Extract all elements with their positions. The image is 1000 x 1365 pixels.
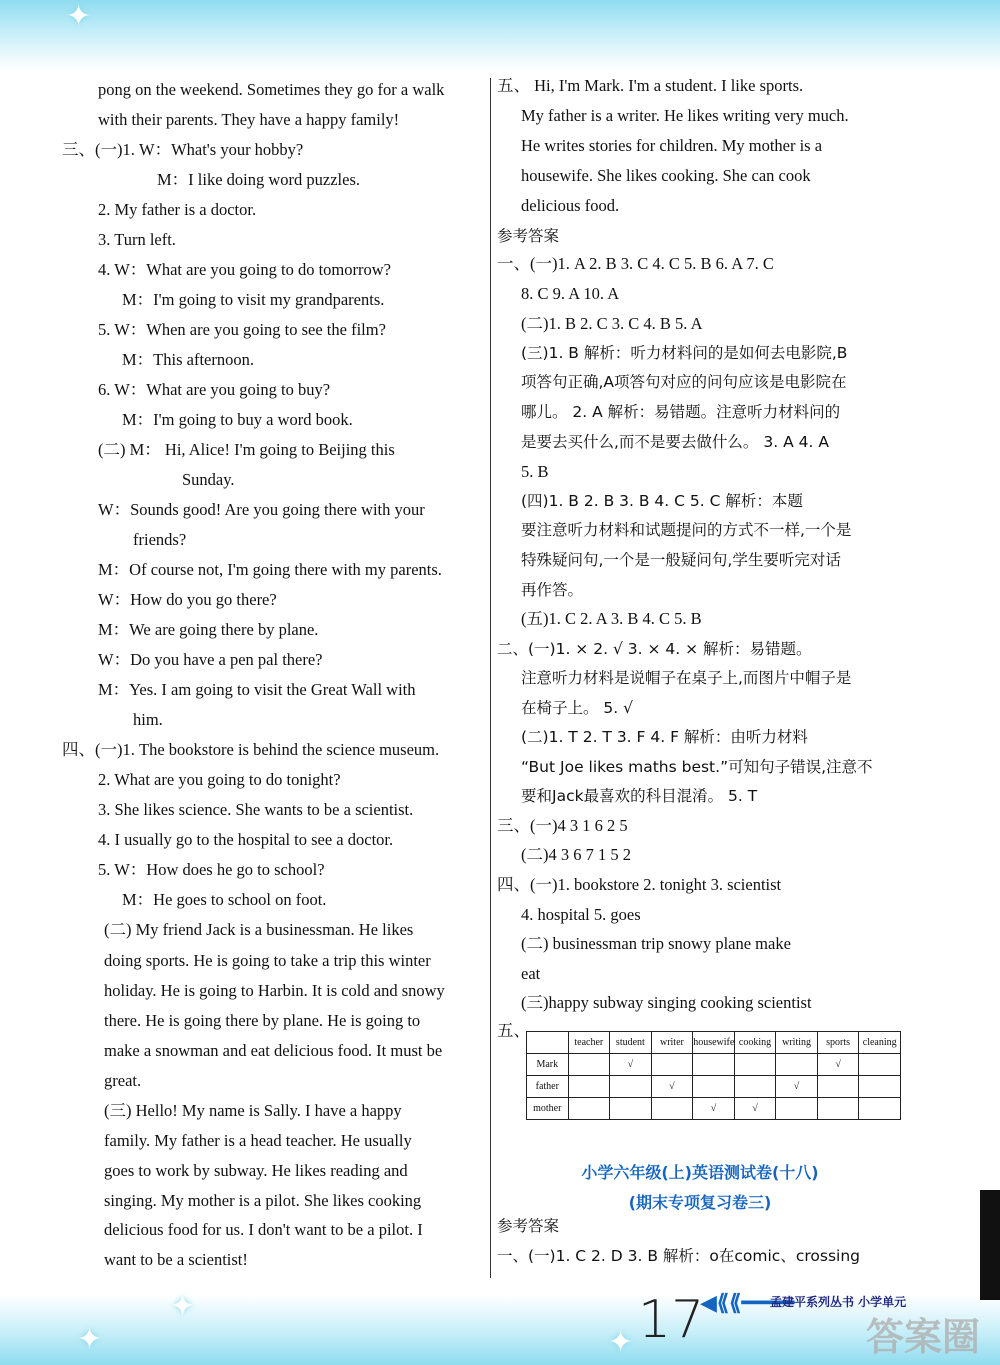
table-cell: √ (734, 1098, 776, 1120)
text-line: 哪儿。 2. A 解析：易错题。注意听力材料问的 (521, 403, 841, 421)
table-cell (693, 1054, 735, 1076)
table-cell: √ (817, 1054, 859, 1076)
text-line: 五、 Hi, I'm Mark. I'm a student. I like sports. (497, 76, 804, 95)
table-header-cell: cooking (734, 1032, 776, 1054)
text-line: (二) My friend Jack is a businessman. He likes (104, 920, 414, 939)
text-line: delicious food. (521, 196, 620, 215)
table-cell (776, 1098, 818, 1120)
table-header-cell: writing (776, 1032, 818, 1054)
text-line: M：We are going there by plane. (98, 620, 319, 639)
text-line: 要和Jack最喜欢的科目混淆。 5. T (521, 787, 758, 805)
text-line: housewife. She likes cooking. She can cook (521, 166, 811, 185)
text-line: W：Sounds good! Are you going there with your (98, 500, 425, 519)
star-decoration: ✦ (170, 1290, 196, 1323)
table-cell: √ (776, 1076, 818, 1098)
text-line: (三) Hello! My name is Sally. I have a happy (104, 1101, 402, 1120)
text-line: M：I'm going to visit my grandparents. (122, 290, 385, 309)
text-line: eat (521, 964, 541, 983)
text-line: 五、 (497, 1021, 530, 1040)
text-line: M：He goes to school on foot. (122, 890, 327, 909)
table-cell: mother (527, 1098, 569, 1120)
text-line: 6. W：What are you going to buy? (98, 380, 331, 399)
text-line: 4. I usually go to the hospital to see a doctor. (98, 830, 394, 849)
text-line: 要注意听力材料和试题提问的方式不一样,一个是 (521, 521, 852, 539)
text-line: want to be a scientist! (104, 1250, 248, 1269)
column-divider (490, 78, 491, 1278)
star-decoration: ✦ (608, 1326, 634, 1359)
text-line: him. (133, 710, 163, 729)
text-line: 一、(一)1. A 2. B 3. C 4. C 5. B 6. A 7. C (497, 254, 774, 273)
text-line: family. My father is a head teacher. He usually (104, 1131, 412, 1150)
text-line: My father is a writer. He likes writing very much. (521, 106, 849, 125)
table-cell (859, 1098, 901, 1120)
text-line: with their parents. They have a happy family! (98, 110, 400, 129)
text-line: 4. hospital 5. goes (521, 905, 641, 924)
text-line: 三、(一)4 3 1 6 2 5 (497, 816, 628, 835)
table-cell: father (527, 1076, 569, 1098)
table-row (527, 1054, 901, 1076)
text-line: 5. W：When are you going to see the film? (98, 320, 386, 339)
text-line: doing sports. He is going to take a trip this winter (104, 951, 431, 970)
table-header-cell (527, 1032, 569, 1054)
text-line: friends? (133, 530, 187, 549)
table-cell (859, 1054, 901, 1076)
arrow-icon: ◀⟪⟪━━━━ (700, 1290, 795, 1315)
text-line: 5. B (521, 462, 549, 481)
text-line: 四、(一)1. The bookstore is behind the science museum. (62, 740, 440, 759)
table-cell: √ (693, 1098, 735, 1120)
table-header-cell: teacher (568, 1032, 610, 1054)
text-line: “But Joe likes maths best.”可知句子错误,注意不 (521, 758, 873, 776)
text-line: He writes stories for children. My mother is a (521, 136, 823, 155)
text-line: (二) businessman trip snowy plane make (521, 934, 791, 953)
table-cell (693, 1076, 735, 1098)
table-cell: √ (610, 1054, 652, 1076)
table-cell (734, 1076, 776, 1098)
star-decoration: ✦ (77, 1323, 103, 1356)
text-line: 四、(一)1. bookstore 2. tonight 3. scientist (497, 875, 782, 894)
table-header-cell: student (610, 1032, 652, 1054)
table-cell (776, 1054, 818, 1076)
text-line: 二、(一)1. × 2. √ 3. × 4. × 解析：易错题。 (497, 640, 812, 658)
text-line: 4. W：What are you going to do tomorrow? (98, 260, 391, 279)
table-cell: √ (651, 1076, 693, 1098)
text-line: (二)4 3 6 7 1 5 2 (521, 845, 631, 864)
text-line: pong on the weekend. Sometimes they go for a walk (98, 80, 445, 99)
test-title: 小学六年级(上)英语测试卷(十八) (581, 1163, 819, 1182)
text-line: (三)1. B 解析：听力材料问的是如何去电影院,B (521, 344, 848, 362)
text-line: 注意听力材料是说帽子在桌子上,而图片中帽子是 (521, 669, 852, 687)
star-decoration: ✦ (66, 0, 92, 33)
text-line: Sunday. (182, 470, 235, 489)
text-line: 在椅子上。 5. √ (521, 699, 634, 717)
text-line: (四)1. B 2. B 3. B 4. C 5. C 解析：本题 (521, 492, 803, 510)
page-number: 17 (638, 1290, 705, 1350)
text-line: there. He is going there by plane. He is going to (104, 1011, 421, 1030)
edge-tab (980, 1190, 1000, 1300)
table-cell (859, 1076, 901, 1098)
footer-series: 孟建平系列丛书 小学单元 (770, 1295, 907, 1309)
text-line: 2. What are you going to do tonight? (98, 770, 341, 789)
text-line: delicious food for us. I don't want to be a pilot. I (104, 1220, 423, 1239)
text-line: M：I like doing word puzzles. (157, 170, 361, 189)
test-subtitle: (期末专项复习卷三) (628, 1193, 772, 1212)
text-line: 是要去买什么,而不是要去做什么。 3. A 4. A (521, 433, 829, 451)
table-header-cell: writer (651, 1032, 693, 1054)
watermark: 答案圈 (866, 1315, 981, 1359)
text-line: 特殊疑问句,一个是一般疑问句,学生要听完对话 (521, 551, 841, 569)
text-line: make a snowman and eat delicious food. It must be (104, 1041, 443, 1060)
table-row (527, 1098, 901, 1120)
top-decoration-band (0, 0, 1000, 70)
text-line: 2. My father is a doctor. (98, 200, 257, 219)
text-line: 项答句正确,A项答句对应的问句应该是电影院在 (521, 373, 847, 391)
text-line: W：How do you go there? (98, 590, 277, 609)
table-header-cell: sports (817, 1032, 859, 1054)
text-line: 5. W：How does he go to school? (98, 860, 325, 879)
table-cell (610, 1098, 652, 1120)
table-cell: Mark (527, 1054, 569, 1076)
text-line: M：This afternoon. (122, 350, 254, 369)
text-line: (二)1. T 2. T 3. F 4. F 解析：由听力材料 (521, 728, 808, 746)
text-line: W：Do you have a pen pal there? (98, 650, 323, 669)
text-line: M：Yes. I am going to visit the Great Wall with (98, 680, 416, 699)
table-cell (651, 1054, 693, 1076)
table-row (527, 1076, 901, 1098)
text-line: 一、(一)1. C 2. D 3. B 解析：o在comic、crossing (497, 1247, 860, 1265)
text-line: 再作答。 (521, 581, 584, 599)
text-line: holiday. He is going to Harbin. It is cold and snowy (104, 981, 445, 1000)
text-line: goes to work by subway. He likes reading and (104, 1161, 408, 1180)
table-cell (610, 1076, 652, 1098)
table-header-cell: housewife (693, 1032, 735, 1054)
text-line: singing. My mother is a pilot. She likes cooking (104, 1191, 422, 1210)
table-cell (568, 1054, 610, 1076)
text-line: (三)happy subway singing cooking scientist (521, 993, 812, 1012)
text-line: (二)1. B 2. C 3. C 4. B 5. A (521, 314, 703, 333)
table-cell (651, 1098, 693, 1120)
text-line: 3. Turn left. (98, 230, 176, 249)
text-line: M：Of course not, I'm going there with my parents. (98, 560, 442, 579)
text-line: M：I'm going to buy a word book. (122, 410, 353, 429)
table-cell (568, 1098, 610, 1120)
table-cell (568, 1076, 610, 1098)
table-cell (817, 1076, 859, 1098)
text-line: 参考答案 (497, 227, 560, 245)
text-line: (五)1. C 2. A 3. B 4. C 5. B (521, 609, 702, 628)
table-cell (817, 1098, 859, 1120)
text-line: 3. She likes science. She wants to be a scientist. (98, 800, 414, 819)
text-line: 三、(一)1. W：What's your hobby? (62, 140, 304, 159)
text-line: 参考答案 (497, 1217, 560, 1235)
table-cell (734, 1054, 776, 1076)
answer-table (526, 1031, 901, 1120)
text-line: (二) M： Hi, Alice! I'm going to Beijing this (98, 440, 395, 459)
text-line: 8. C 9. A 10. A (521, 284, 620, 303)
table-header-cell: cleaning (859, 1032, 901, 1054)
text-line: great. (104, 1071, 142, 1090)
